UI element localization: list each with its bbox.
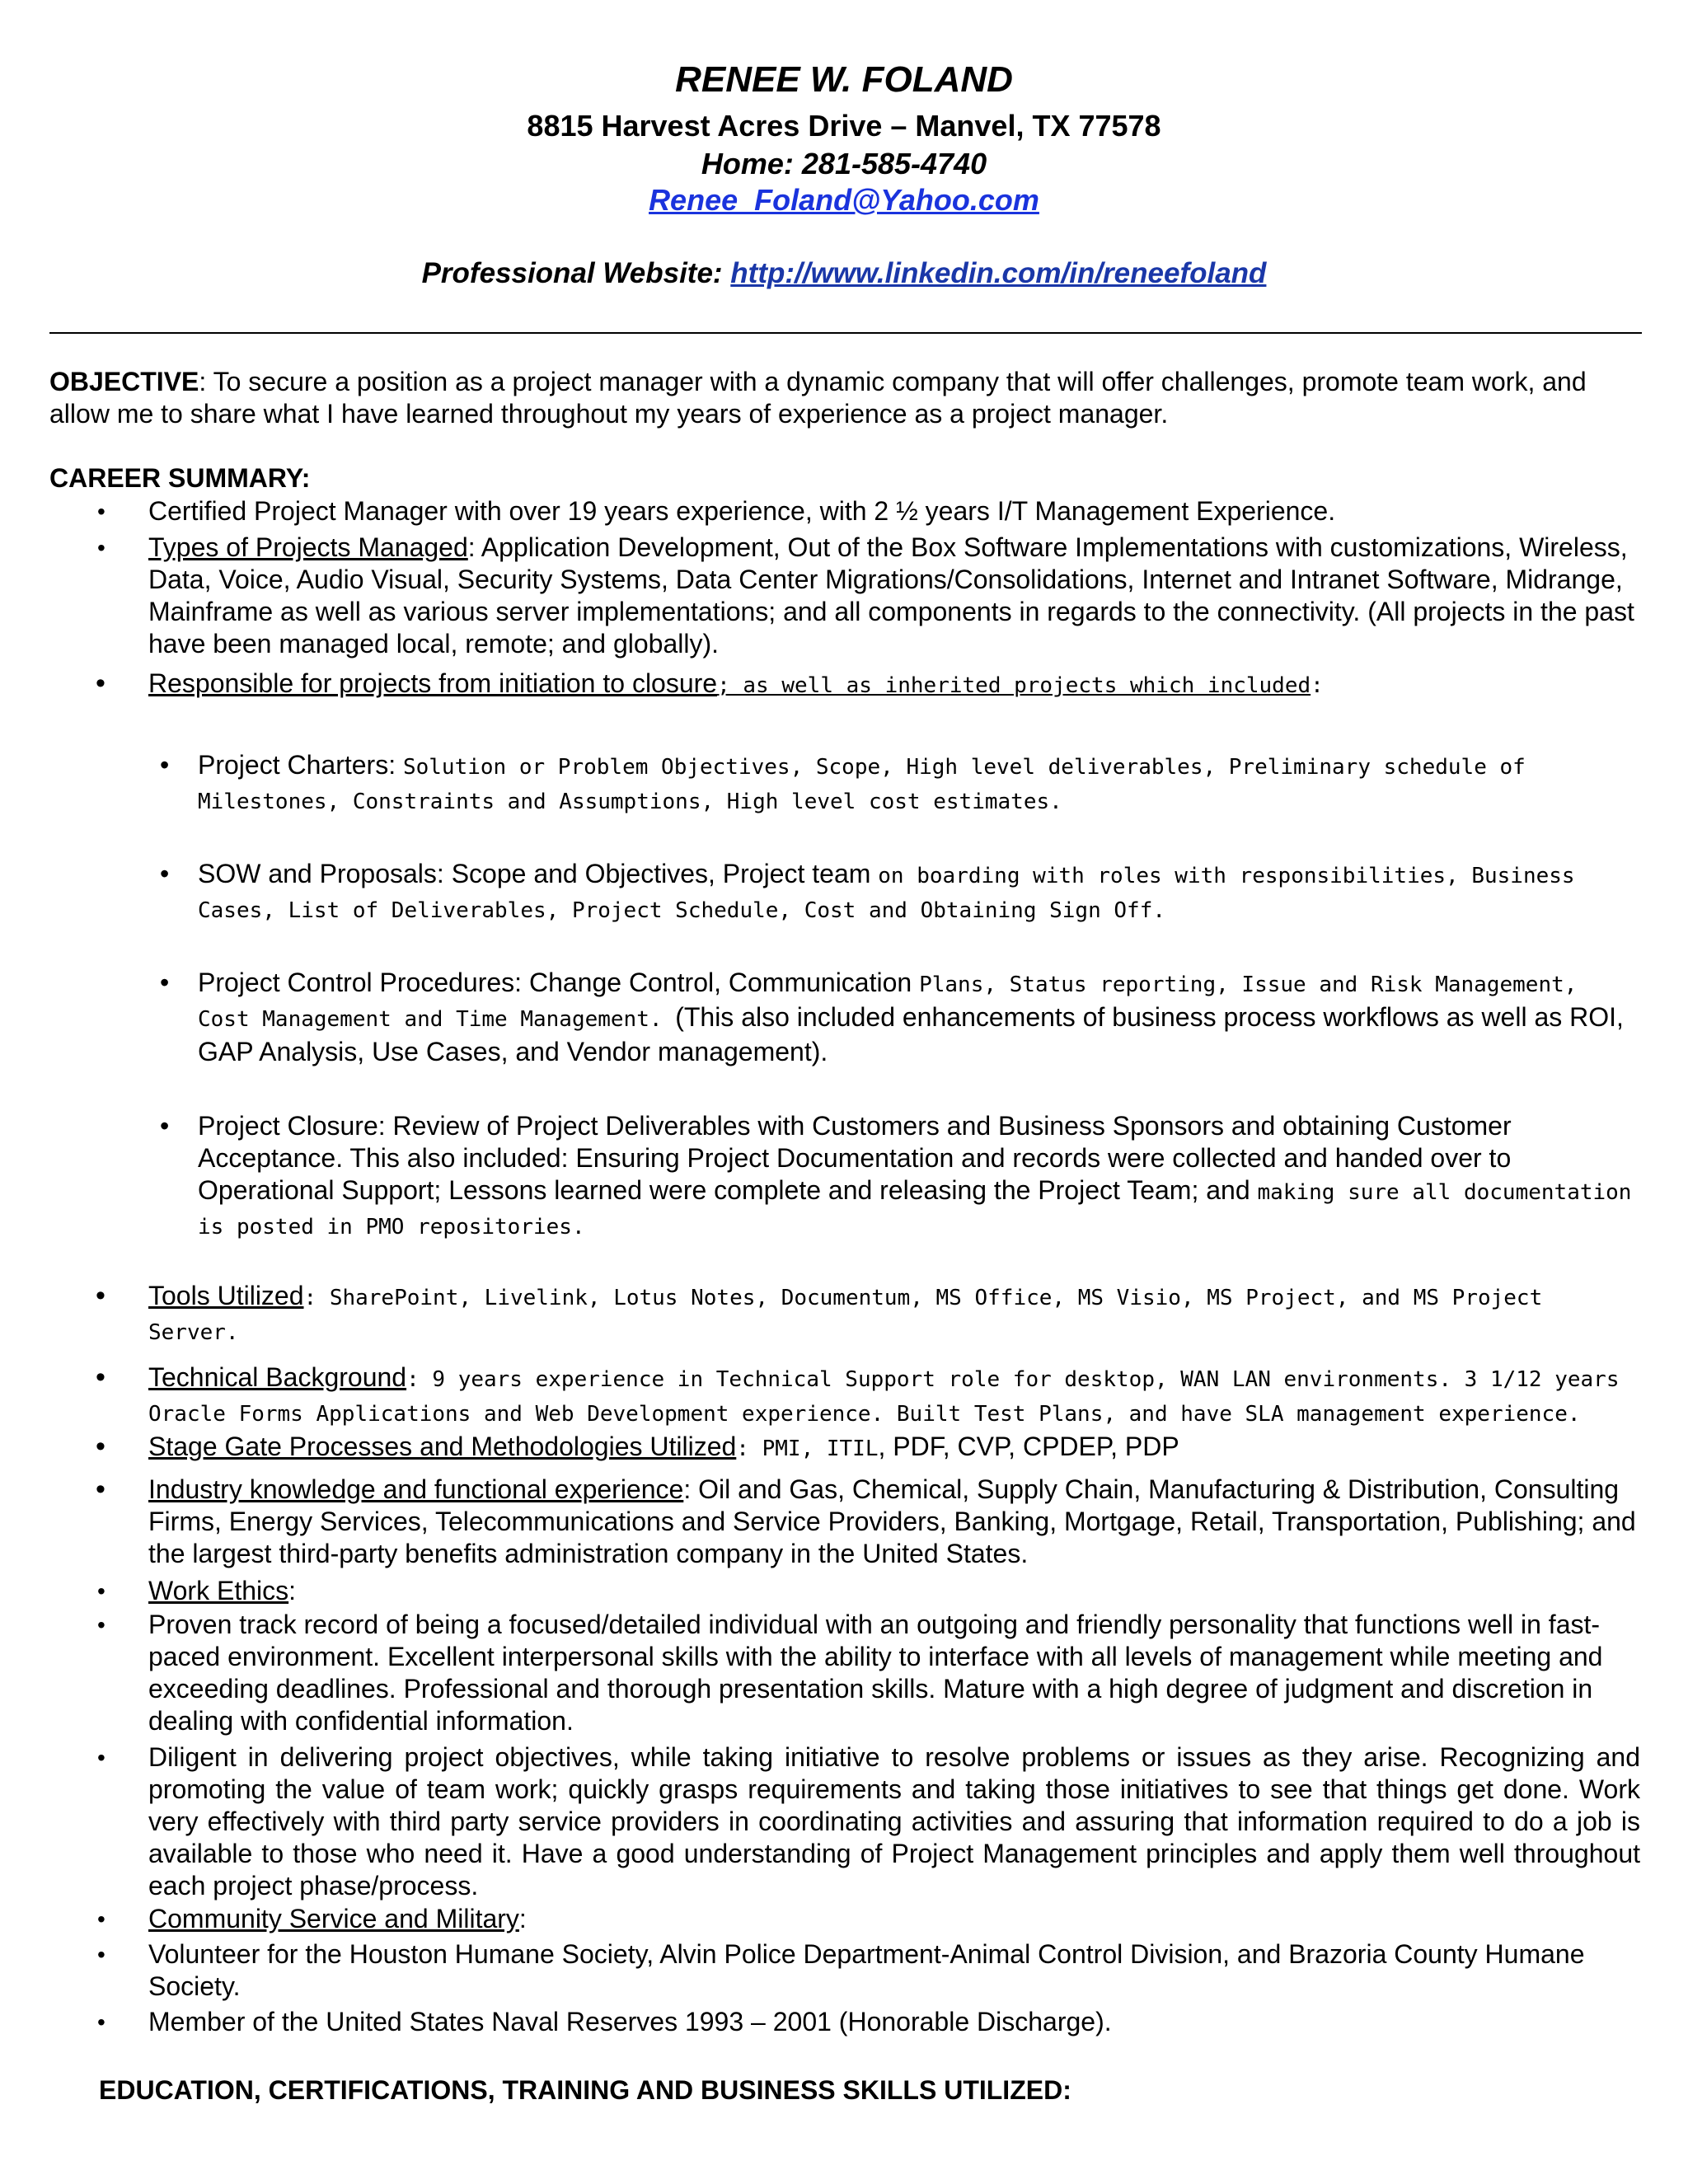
list-item bbox=[97, 1903, 1640, 1935]
responsible-colon: : bbox=[1311, 673, 1324, 698]
objective-label: OBJECTIVE bbox=[49, 367, 199, 396]
sub-list-item bbox=[160, 749, 1640, 818]
bullet-icon: • bbox=[160, 968, 170, 997]
control-procedures-tail: (This also included enhancements of business process workflows as well as ROI, GAP Analysis, Use Cases, and Vendor management). bbox=[198, 1002, 1624, 1066]
bullet-icon: • bbox=[96, 1361, 106, 1393]
sow-text: on boarding with roles with responsibilities, Business Cases, List of Deliverables, Project Schedule, Cost and Obtaining Sign Off. bbox=[198, 864, 1575, 923]
certification-summary: Certified Project Manager with over 19 years experience, with 2 ½ years I/T Management Experience. bbox=[148, 496, 1336, 526]
project-closure-text: making sure all documentation is posted in PMO repositories. bbox=[198, 1180, 1632, 1240]
email-link[interactable]: Renee_Foland@Yahoo.com bbox=[649, 183, 1039, 217]
bullet-icon: • bbox=[97, 1906, 106, 1932]
projects-managed-text: : Application Development, Out of the Box Software Implementations with customizations, Wireless, Data, Voice, Audio Visual, Security Systems, Data Center Migrations/Consolidations, Internet and Intranet Software, Midrange, Mainframe as well as various server implementations; and all components in regards to the connectivity. (All projects in the past have been managed local, remote; and globally). bbox=[148, 532, 1634, 658]
list-item bbox=[96, 668, 1640, 702]
projects-managed-label: Types of Projects Managed bbox=[148, 532, 468, 562]
responsible-label: Responsible for projects from initiation to closure bbox=[148, 668, 718, 698]
bullet-icon: • bbox=[96, 1280, 106, 1311]
home-phone: Home: 281-585-4740 bbox=[701, 147, 987, 180]
sub-list-item bbox=[160, 1110, 1640, 1244]
work-ethics-text-1: Proven track record of being a focused/detailed individual with an outgoing and friendly personality that functions well in fast-paced environment. Excellent interpersonal skills with the ability to interface with all levels of management while meeting and exceeding deadlines. Professional and thorough presentation skills. Mature with a high degree of judgment and discretion in dealing with confidential information. bbox=[148, 1610, 1603, 1736]
list-item bbox=[96, 1280, 1640, 1349]
list-item bbox=[96, 1474, 1640, 1570]
community-label: Community Service and Military bbox=[148, 1904, 519, 1933]
list-item bbox=[97, 532, 1640, 660]
bullet-icon: • bbox=[97, 2009, 106, 2035]
work-ethics-label: Work Ethics bbox=[148, 1576, 289, 1605]
bullet-icon: • bbox=[97, 1612, 106, 1638]
responsible-text: ; as well as inherited projects which included bbox=[717, 673, 1311, 698]
industry-text: : Oil and Gas, Chemical, Supply Chain, Manufacturing & Distribution, Consulting Firms, Energy Services, Telecommunications and Service Providers, Banking, Mortgage, Retail, Transportation, Publishing; and the largest third-party benefits administration company in the United States. bbox=[148, 1474, 1636, 1568]
career-summary-title: CAREER SUMMARY: bbox=[49, 463, 311, 493]
tools-text: : SharePoint, Livelink, Lotus Notes, Documentum, MS Office, MS Visio, MS Project, and MS Project Server. bbox=[148, 1286, 1543, 1345]
sub-list-item bbox=[160, 858, 1640, 927]
bullet-icon: • bbox=[97, 1745, 106, 1770]
community-text-1: Volunteer for the Houston Humane Society, Alvin Police Department-Animal Control Division, and Brazoria County Humane Society. bbox=[148, 1939, 1585, 2001]
community-text-2: Member of the United States Naval Reserves 1993 – 2001 (Honorable Discharge). bbox=[148, 2007, 1112, 2036]
objective-paragraph bbox=[49, 366, 1642, 430]
linkedin-link[interactable]: http://www.linkedin.com/in/reneefoland bbox=[730, 257, 1267, 289]
industry-label: Industry knowledge and functional experience bbox=[148, 1474, 684, 1504]
community-colon: : bbox=[518, 1904, 527, 1933]
bullet-icon: • bbox=[96, 1431, 106, 1462]
bullet-icon: • bbox=[97, 1578, 106, 1604]
list-item bbox=[96, 1361, 1640, 1431]
stage-gate-mono: : PMI, ITIL bbox=[736, 1436, 879, 1461]
list-item bbox=[97, 2006, 1640, 2038]
bullet-icon: • bbox=[160, 750, 170, 780]
project-closure-label: Project Closure: Review of Project Deliverables with Customers and Business Sponsors and obtaining Customer Acceptance. This also included: Ensuring Project Documentation and records were collected and handed over to Operational Support; Lessons learned were complete and releasing the Project Team; and bbox=[198, 1111, 1512, 1205]
education-title: EDUCATION, CERTIFICATIONS, TRAINING AND BUSINESS SKILLS UTILIZED: bbox=[99, 2075, 1071, 2105]
bullet-icon: • bbox=[97, 1942, 106, 1967]
bullet-icon: • bbox=[96, 1474, 106, 1505]
objective-text: : To secure a position as a project manager with a dynamic company that will offer challenges, promote team work, and allow me to share what I have learned throughout my years of experience as a project manager. bbox=[49, 367, 1587, 429]
technical-label: Technical Background bbox=[148, 1362, 407, 1392]
bullet-icon: • bbox=[160, 1111, 170, 1141]
address-line: 8815 Harvest Acres Drive – Manvel, TX 77578 bbox=[527, 109, 1161, 143]
header-divider bbox=[49, 332, 1642, 334]
stage-gate-text: , PDF, CVP, CPDEP, PDP bbox=[878, 1432, 1179, 1461]
work-ethics-colon: : bbox=[288, 1576, 296, 1605]
work-ethics-text-2: Diligent in delivering project objectives, while taking initiative to resolve problems or issues as they arise. Recognizing and promoting the value of team work; quickly grasps requirements and taking those initiatives to see that things get done. Work very effectively with third party service providers in coordinating activities and assuring that information required to do a job is available to those who need it. Have a good understanding of Project Management principles and apply them well throughout each project phase/process. bbox=[148, 1742, 1640, 1900]
bullet-icon: • bbox=[160, 859, 170, 888]
project-charters-label: Project Charters: bbox=[198, 750, 403, 780]
list-item bbox=[97, 495, 1640, 527]
candidate-name: RENEE W. FOLAND bbox=[675, 59, 1013, 100]
bullet-icon: • bbox=[97, 499, 106, 524]
list-item bbox=[97, 1575, 1640, 1607]
tools-label: Tools Utilized bbox=[148, 1281, 304, 1310]
list-item bbox=[97, 1741, 1640, 1902]
bullet-icon: • bbox=[96, 668, 106, 699]
stage-gate-label: Stage Gate Processes and Methodologies Utilized bbox=[148, 1432, 737, 1461]
project-charters-text: Solution or Problem Objectives, Scope, High level deliverables, Preliminary schedule of Milestones, Constraints and Assumptions, High level cost estimates. bbox=[198, 755, 1526, 814]
sow-label: SOW and Proposals: Scope and Objectives, Project team bbox=[198, 859, 879, 888]
sub-list-item bbox=[160, 967, 1640, 1068]
control-procedures-text: Plans, Status reporting, Issue and Risk Management, Cost Management and Time Management. bbox=[198, 972, 1578, 1032]
technical-text: : 9 years experience in Technical Support role for desktop, WAN LAN environments. 3 1/12 years Oracle Forms Applications and Web Development experience. Built Test Plans, and have SLA management experience. bbox=[148, 1367, 1620, 1427]
professional-website bbox=[0, 257, 1688, 290]
website-label: Professional Website: bbox=[421, 257, 731, 289]
list-item bbox=[97, 1938, 1640, 2003]
bullet-icon: • bbox=[97, 535, 106, 560]
list-item bbox=[96, 1431, 1640, 1465]
list-item bbox=[97, 1609, 1640, 1737]
control-procedures-label: Project Control Procedures: Change Control, Communication bbox=[198, 968, 920, 997]
